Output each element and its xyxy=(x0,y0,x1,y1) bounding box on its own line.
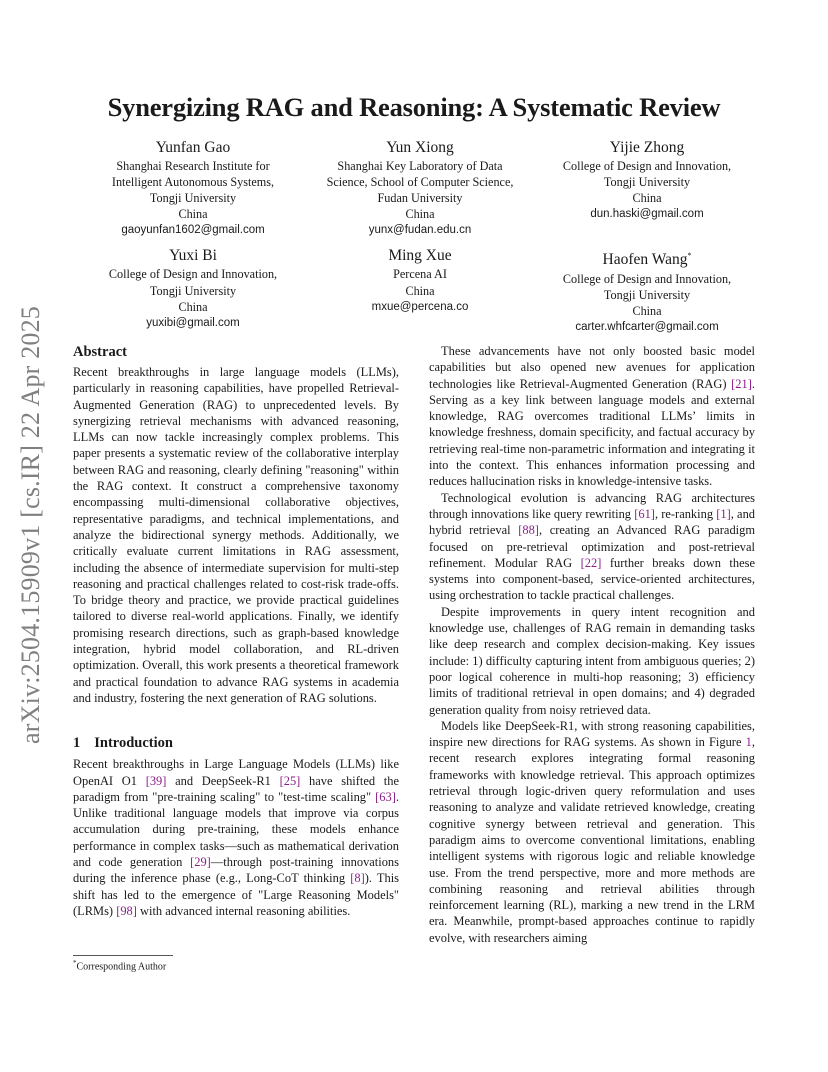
author-affiliation-line: Percena AI xyxy=(393,267,447,282)
author-affiliation-line: Science, School of Computer Science, xyxy=(326,175,514,190)
author-affiliation-line: Tongji University xyxy=(603,287,691,302)
corresponding-author-mark: * xyxy=(687,251,692,261)
author-card xyxy=(534,246,760,335)
author-card xyxy=(80,138,306,238)
author-name: Yijie Zhong xyxy=(609,139,685,156)
text-run: . Unlike traditional language models that improve via corpus accumulation during pre-training, these models enhance performance in complex tasks—such as mathematical derivation and code generation xyxy=(73,789,399,870)
author-email: yuxibi@gmail.com xyxy=(146,316,240,329)
author-affiliation-line: Intelligent Autonomous Systems, xyxy=(111,175,275,190)
introduction-paragraph xyxy=(73,756,399,919)
text-run: further breaks down these systems into component-based, service-oriented architectures, using orchestration to tackle practical challenges. xyxy=(429,555,755,603)
citation-link[interactable]: [25] xyxy=(279,773,301,788)
author-affiliation-line: China xyxy=(178,299,208,314)
author-name: Yuxi Bi xyxy=(169,247,217,265)
author-email: dun.haski@gmail.com xyxy=(590,208,704,221)
author-card xyxy=(307,138,533,238)
author-card xyxy=(307,246,533,335)
footnote xyxy=(73,959,166,972)
text-run: , creating an Advanced RAG paradigm focused on pre-retrieval optimization and post-retrieval refinement. Modular RAG xyxy=(429,523,756,570)
author-name: Ming Xue xyxy=(388,247,452,265)
author-affiliation-line: Shanghai Research Institute for xyxy=(116,159,270,173)
section-number: 1 xyxy=(73,735,81,752)
text-run: , recent research explores integrating formal reasoning frameworks with knowledge retrieval. This approach optimizes retrieval through logic-driven query reformulation and uses reasoning to analyze and validate retrieved knowledge, creating cognitive synergy between retrieval and generation. This paradigm aims to overcome conventional limitations, enabling intelligent systems with rigorous logic and reliable knowledge use. From the trend perspective, more and more methods are combining reasoning and retrieval abilities through reinforcement learning (RL), marking a new trend in the LRM era. Meanwhile, prompt-based approaches continue to rapidly evolve, with researchers aiming xyxy=(429,735,755,945)
body-paragraph xyxy=(429,718,755,946)
author-name-text: Haofen Wang xyxy=(602,251,688,269)
body-paragraph xyxy=(429,604,755,718)
author-affiliation-line: Tongji University xyxy=(149,191,237,206)
citation-link[interactable]: [1] xyxy=(716,506,731,521)
body-paragraph xyxy=(429,490,755,604)
text-run: Models like DeepSeek-R1, with strong reasoning capabilities, inspire new directions for RAG systems. As shown in Figure xyxy=(429,718,755,750)
author-card xyxy=(534,138,760,238)
footnote-divider xyxy=(73,955,173,956)
text-run: . Serving as a key link between language models and external knowledge, RAG overcomes traditional LLMs’ limits in knowledge freshness, domain specificity, and factual accuracy by retrieving real-time non-parametric information and integrating it into the context. This enhances information processing and reduces hallucination risks in knowledge-intensive tasks. xyxy=(429,376,755,489)
section-title: Introduction xyxy=(94,735,173,752)
author-affiliation-line: Fudan University xyxy=(377,191,463,206)
arxiv-identifier: arXiv:2504.15909v1 [cs.IR] 22 Apr 2025 xyxy=(16,306,45,744)
text-run: Despite improvements in query intent recognition and knowledge use, challenges of RAG remain in demanding tasks like deep research and complex decision-making. Key issues include: 1) difficulty capturing intent from ambiguous queries; 2) poor logical coherence in multi-hop reasoning; 3) efficiency limits of traditional retrieval in open domains; and 4) degraded generation quality from noisy retrieved data. xyxy=(429,604,755,717)
author-affiliation-line: China xyxy=(405,207,435,222)
author-row xyxy=(80,246,760,335)
author-affiliation-line: College of Design and Innovation, xyxy=(562,271,732,286)
citation-link[interactable]: [22] xyxy=(580,555,602,570)
citation-link[interactable]: [39] xyxy=(145,773,167,788)
citation-link[interactable]: [29] xyxy=(190,855,211,870)
abstract-text: Recent breakthroughs in large language models (LLMs), particularly in reasoning capabilities, have propelled Retrieval-Augmented Generation (RAG) to unprecedented levels. By synergizing retrieval mechanisms with advanced reasoning, LLMs can now tackle increasingly complex problems. This paper presents a systematic review of the collaborative interplay between RAG and reasoning, clearly defining "reasoning" within the RAG context. It construct a comprehensive taxonomy encompassing multi-dimensional collaborative objectives, representative paradigms, and technical implementations, and analyze the bidirectional synergy methods. Additionally, we critically evaluate current limitations in RAG assessment, including the absence of intermediate supervision for multi-step reasoning and practical challenges related to cost-risk trade-offs. To bridge theory and practice, we provide practical guidelines tailored to diverse real-world applications. Finally, we identify promising research directions, such as graph-based knowledge integration, hybrid model collaboration, and RL-driven optimization. Overall, this work presents a theoretical framework and practical foundation to advance RAG systems in academia and industry, fostering the next generation of RAG solutions. xyxy=(73,365,399,705)
author-name: Yunfan Gao xyxy=(155,139,231,156)
author-affiliation-line: Tongji University xyxy=(149,283,237,298)
author-email: yunx@fudan.edu.cn xyxy=(368,224,472,237)
author-affiliation-line: Shanghai Key Laboratory of Data xyxy=(337,159,503,173)
text-run: have shifted the paradigm from "pre-training scaling" to "test-time scaling" xyxy=(73,773,399,804)
footnote-mark: * xyxy=(73,959,77,967)
author-name xyxy=(534,246,760,269)
citation-link[interactable]: [61] xyxy=(634,506,655,521)
citation-link[interactable]: [88] xyxy=(518,523,539,538)
right-column xyxy=(429,343,755,946)
author-email: mxue@percena.co xyxy=(371,300,469,313)
author-email: gaoyunfan1602@gmail.com xyxy=(121,224,265,237)
author-name: Yun Xiong xyxy=(386,139,454,156)
text-run: with advanced internal reasoning abilities. xyxy=(136,903,351,918)
introduction-heading xyxy=(73,734,399,752)
left-column xyxy=(73,343,399,919)
author-affiliation-line: China xyxy=(632,191,662,206)
author-affiliation-line: College of Design and Innovation, xyxy=(108,267,278,282)
text-run: , re-ranking xyxy=(654,506,717,521)
author-card xyxy=(80,246,306,335)
author-affiliation-line: China xyxy=(178,207,208,222)
citation-link[interactable]: [98] xyxy=(116,903,137,918)
author-affiliation-line: China xyxy=(405,283,435,298)
citation-link[interactable]: [8] xyxy=(350,871,365,886)
author-affiliation-line: College of Design and Innovation, xyxy=(562,159,732,173)
author-affiliation-line: Tongji University xyxy=(603,175,691,190)
text-run: , and hybrid retrieval xyxy=(429,506,756,538)
text-run: —through post-training innovations during the inference phase (e.g., Long-CoT thinking xyxy=(73,855,399,886)
author-affiliation-line: China xyxy=(632,303,662,318)
text-run: and DeepSeek-R1 xyxy=(166,773,280,788)
author-block xyxy=(80,138,760,343)
citation-link[interactable]: [63] xyxy=(375,789,396,804)
text-run: These advancements have not only boosted basic model capabilities but also opened new avenues for application technologies like Retrieval-Augmented Generation (RAG) xyxy=(429,344,755,391)
footnote-text: Corresponding Author xyxy=(76,961,167,973)
text-run: Technological evolution is advancing RAG architectures through innovations like query rewriting xyxy=(429,490,755,521)
paper-title: Synergizing RAG and Reasoning: A Systematic Review xyxy=(107,92,721,122)
author-row xyxy=(80,138,760,238)
citation-link[interactable]: 1 xyxy=(745,735,752,750)
author-email: carter.whfcarter@gmail.com xyxy=(575,320,719,333)
text-run: Recent breakthroughs in Large Language Models (LLMs) like OpenAI O1 xyxy=(73,757,399,788)
abstract-heading: Abstract xyxy=(73,344,127,360)
body-paragraph xyxy=(429,343,755,490)
text-run: ). This shift has led to the emergence of "Large Reasoning Models" (LRMs) xyxy=(73,871,399,918)
citation-link[interactable]: [21] xyxy=(731,376,752,391)
